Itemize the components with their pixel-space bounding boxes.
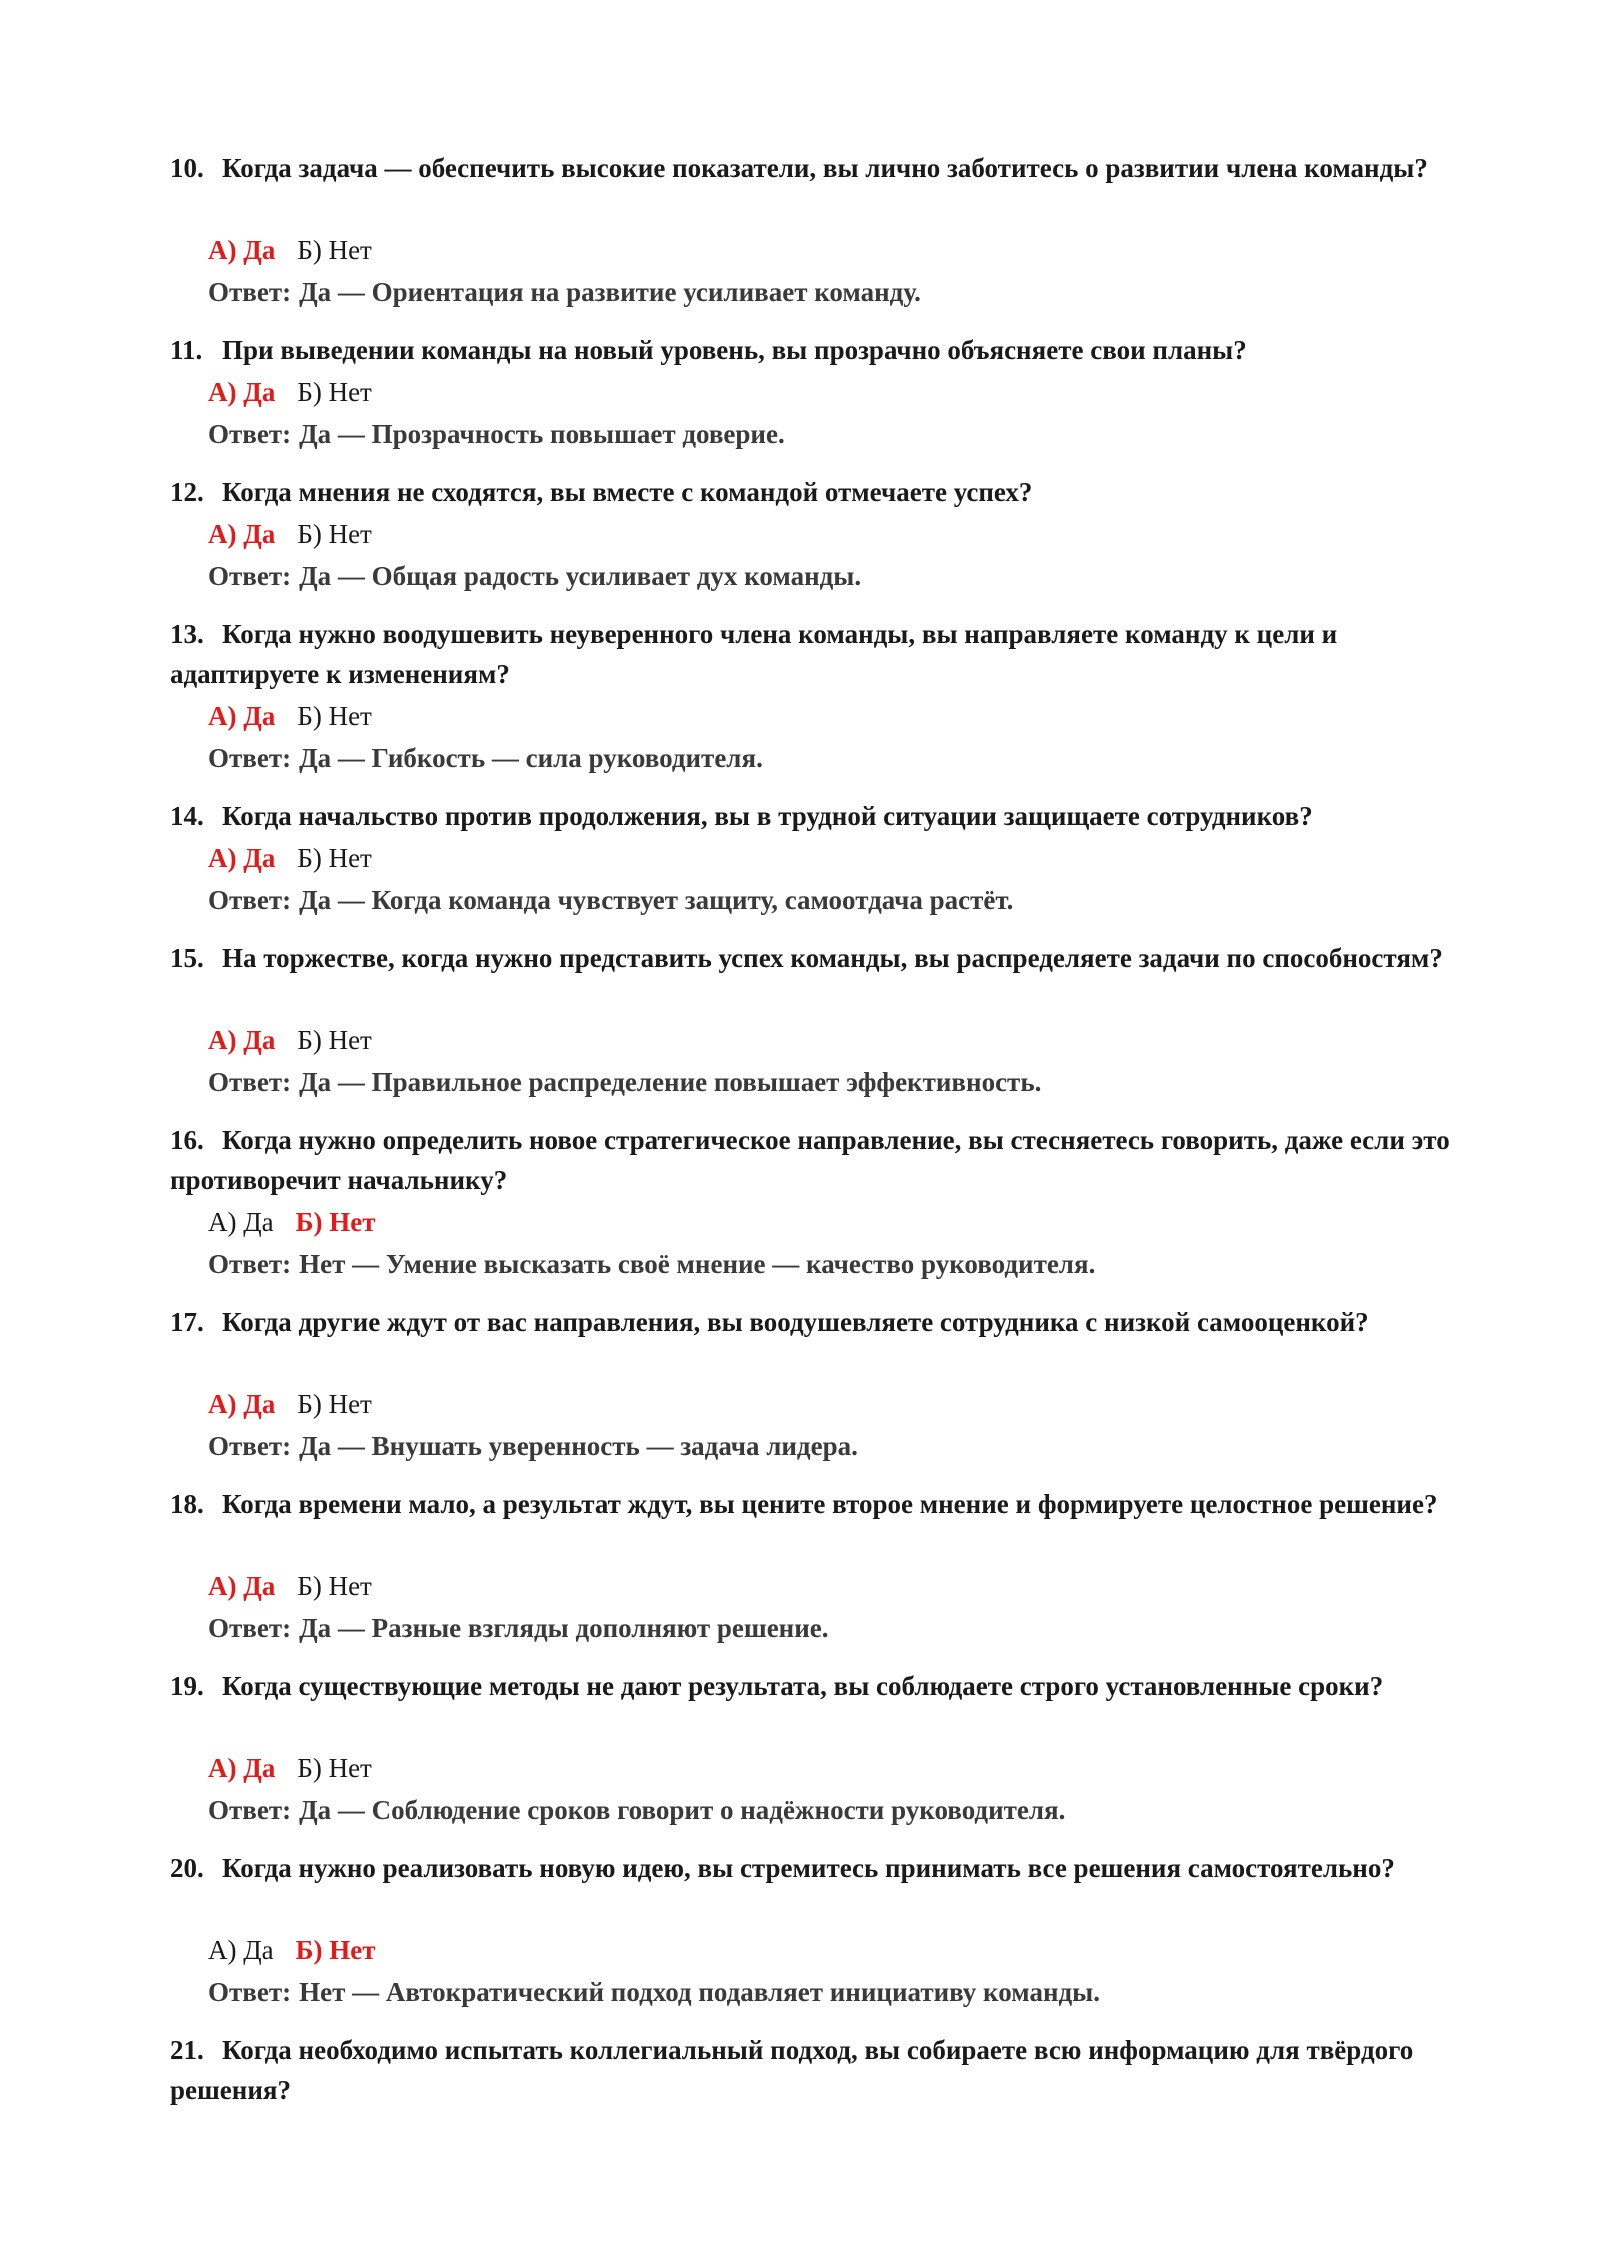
question-body: Когда нужно реализовать новую идею, вы стремитесь принимать все решения самостоятельно? bbox=[222, 1853, 1395, 1883]
option-b: Б) Нет bbox=[297, 235, 372, 265]
answer-label: Ответ: bbox=[208, 1613, 292, 1643]
option-a: А) Да bbox=[208, 519, 276, 549]
option-b: Б) Нет bbox=[297, 1389, 372, 1419]
answer-options bbox=[208, 1384, 394, 1424]
answer-options bbox=[208, 372, 394, 412]
question-body: Когда начальство против продолжения, вы в трудной ситуации защищаете сотрудников? bbox=[222, 801, 1313, 831]
question-body: Когда мнения не сходятся, вы вместе с командой отмечаете успех? bbox=[222, 477, 1033, 507]
question-text bbox=[170, 614, 1460, 694]
option-b: Б) Нет bbox=[297, 1025, 372, 1055]
question-body: Когда задача — обеспечить высокие показатели, вы лично заботитесь о развитии члена команды? bbox=[222, 153, 1428, 183]
option-b: Б) Нет bbox=[297, 1571, 372, 1601]
option-b: Б) Нет bbox=[297, 843, 372, 873]
answer-options bbox=[208, 1930, 398, 1970]
question-body: Когда другие ждут от вас направления, вы воодушевляете сотрудника с низкой самооценкой? bbox=[222, 1307, 1369, 1337]
answer-line bbox=[208, 414, 785, 454]
answer-text: Нет — Автократический подход подавляет инициативу команды. bbox=[299, 1977, 1100, 2007]
question-number: 11. bbox=[170, 335, 203, 365]
answer-text: Да — Гибкость — сила руководителя. bbox=[299, 743, 763, 773]
question-body: На торжестве, когда нужно представить успех команды, вы распределяете задачи по способностям? bbox=[222, 943, 1443, 973]
answer-options bbox=[208, 1202, 398, 1242]
answer-label: Ответ: bbox=[208, 277, 292, 307]
answer-text: Да — Ориентация на развитие усиливает команду. bbox=[299, 277, 921, 307]
option-a: А) Да bbox=[208, 1571, 276, 1601]
option-a: А) Да bbox=[208, 235, 276, 265]
question-text bbox=[170, 938, 1460, 978]
answer-options bbox=[208, 1566, 394, 1606]
answer-text: Да — Правильное распределение повышает эффективность. bbox=[299, 1067, 1042, 1097]
answer-text: Да — Соблюдение сроков говорит о надёжности руководителя. bbox=[299, 1795, 1066, 1825]
question-number: 17. bbox=[170, 1307, 204, 1337]
answer-label: Ответ: bbox=[208, 1977, 292, 2007]
question-text bbox=[170, 2030, 1460, 2110]
question-body: Когда времени мало, а результат ждут, вы цените второе мнение и формируете целостное решение? bbox=[222, 1489, 1438, 1519]
question-text bbox=[170, 1666, 1460, 1706]
answer-label: Ответ: bbox=[208, 561, 292, 591]
question-body: Когда нужно воодушевить неуверенного члена команды, вы направляете команду к цели и адаптируете к изменениям? bbox=[170, 619, 1338, 689]
question-text bbox=[170, 330, 1460, 370]
answer-text: Да — Когда команда чувствует защиту, самоотдача растёт. bbox=[299, 885, 1014, 915]
option-a: А) Да bbox=[208, 1935, 274, 1965]
answer-text: Да — Внушать уверенность — задача лидера. bbox=[299, 1431, 858, 1461]
question-number: 13. bbox=[170, 619, 204, 649]
option-b: Б) Нет bbox=[297, 1753, 372, 1783]
answer-line bbox=[208, 1062, 1041, 1102]
question-body: При выведении команды на новый уровень, вы прозрачно объясняете свои планы? bbox=[222, 335, 1247, 365]
question-number: 14. bbox=[170, 801, 204, 831]
question-text bbox=[170, 148, 1460, 188]
answer-text: Да — Прозрачность повышает доверие. bbox=[299, 419, 785, 449]
answer-line bbox=[208, 1608, 829, 1648]
question-number: 10. bbox=[170, 153, 204, 183]
answer-line bbox=[208, 738, 763, 778]
answer-text: Нет — Умение высказать своё мнение — качество руководителя. bbox=[299, 1249, 1096, 1279]
answer-label: Ответ: bbox=[208, 885, 292, 915]
answer-options bbox=[208, 1020, 394, 1060]
answer-line bbox=[208, 1426, 858, 1466]
answer-line bbox=[208, 1244, 1095, 1284]
answer-line bbox=[208, 1972, 1100, 2012]
question-number: 20. bbox=[170, 1853, 204, 1883]
option-a: А) Да bbox=[208, 1207, 274, 1237]
question-body: Когда необходимо испытать коллегиальный подход, вы собираете всю информацию для твёрдого решения? bbox=[170, 2035, 1414, 2105]
answer-options bbox=[208, 1748, 394, 1788]
question-text bbox=[170, 1484, 1460, 1524]
answer-options bbox=[208, 514, 394, 554]
option-a: А) Да bbox=[208, 1389, 276, 1419]
option-b: Б) Нет bbox=[297, 701, 372, 731]
question-text bbox=[170, 1302, 1460, 1342]
question-number: 12. bbox=[170, 477, 204, 507]
option-a: А) Да bbox=[208, 843, 276, 873]
question-number: 21. bbox=[170, 2035, 204, 2065]
answer-options bbox=[208, 838, 394, 878]
option-a: А) Да bbox=[208, 1753, 276, 1783]
question-body: Когда нужно определить новое стратегическое направление, вы стесняетесь говорить, даже если это противоречит начальнику? bbox=[170, 1125, 1450, 1195]
answer-line bbox=[208, 272, 921, 312]
option-b: Б) Нет bbox=[297, 377, 372, 407]
answer-text: Да — Общая радость усиливает дух команды. bbox=[299, 561, 862, 591]
option-b: Б) Нет bbox=[295, 1207, 376, 1237]
answer-label: Ответ: bbox=[208, 1795, 292, 1825]
answer-label: Ответ: bbox=[208, 743, 292, 773]
answer-line bbox=[208, 880, 1013, 920]
question-text bbox=[170, 1120, 1460, 1200]
option-a: А) Да bbox=[208, 377, 276, 407]
answer-options bbox=[208, 696, 394, 736]
answer-text: Да — Разные взгляды дополняют решение. bbox=[299, 1613, 829, 1643]
answer-label: Ответ: bbox=[208, 1431, 292, 1461]
option-a: А) Да bbox=[208, 701, 276, 731]
answer-options bbox=[208, 230, 394, 270]
question-text bbox=[170, 1848, 1460, 1888]
answer-label: Ответ: bbox=[208, 419, 292, 449]
answer-label: Ответ: bbox=[208, 1067, 292, 1097]
option-a: А) Да bbox=[208, 1025, 276, 1055]
answer-label: Ответ: bbox=[208, 1249, 292, 1279]
question-text bbox=[170, 796, 1460, 836]
answer-line bbox=[208, 556, 861, 596]
option-b: Б) Нет bbox=[295, 1935, 376, 1965]
question-number: 18. bbox=[170, 1489, 204, 1519]
question-number: 16. bbox=[170, 1125, 204, 1155]
answer-line bbox=[208, 1790, 1065, 1830]
question-number: 15. bbox=[170, 943, 204, 973]
option-b: Б) Нет bbox=[297, 519, 372, 549]
question-text bbox=[170, 472, 1460, 512]
question-body: Когда существующие методы не дают результата, вы соблюдаете строго установленные сроки? bbox=[222, 1671, 1384, 1701]
question-number: 19. bbox=[170, 1671, 204, 1701]
